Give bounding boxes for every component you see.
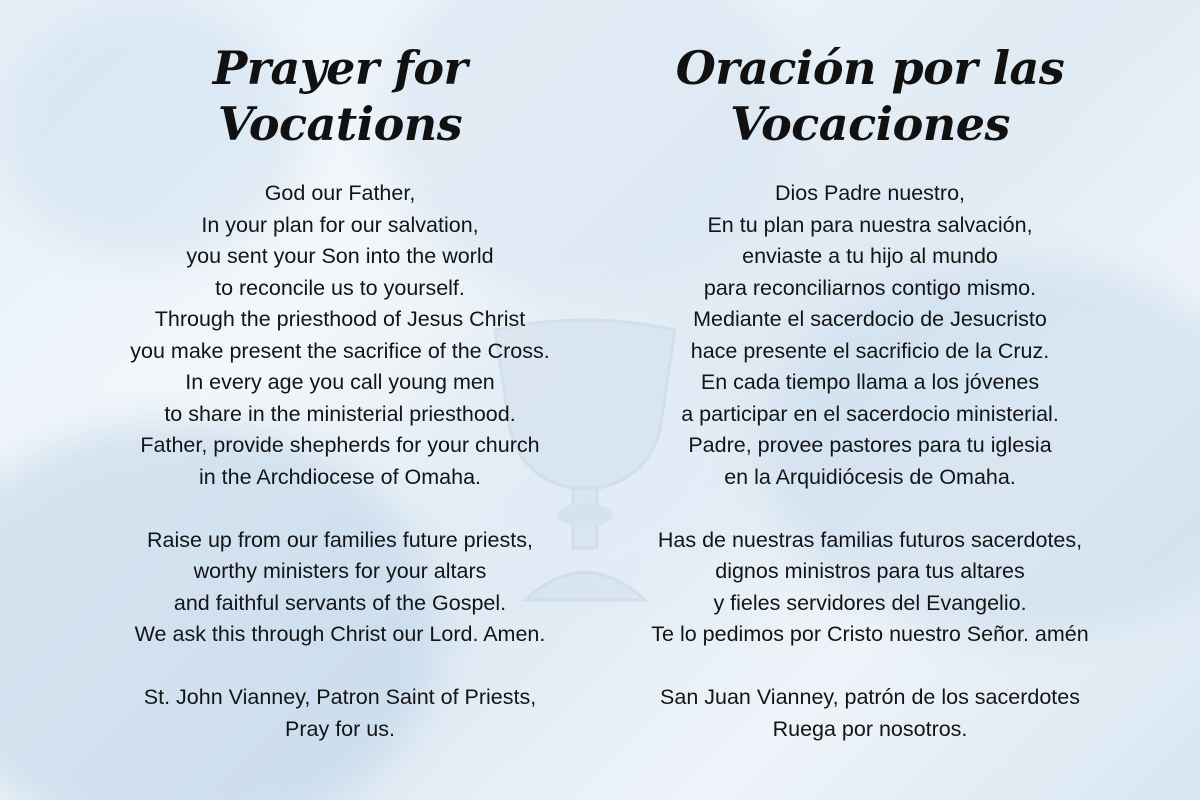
stanza-gap (590, 651, 1150, 683)
prayer-line: to share in the ministerial priesthood. (164, 401, 516, 426)
english-title (60, 40, 620, 152)
english-title-line: Vocations (217, 97, 463, 151)
prayer-line: worthy ministers for your altars (193, 559, 487, 583)
prayer-line: Father, provide shepherds for your church (140, 433, 540, 457)
prayer-line: En tu plan para nuestra salvación, (707, 212, 1033, 237)
prayer-line: dignos ministros para tus altares (715, 559, 1025, 583)
prayer-line: y fieles servidores del Evangelio. (713, 590, 1027, 615)
spanish-title-line: Oración por las (675, 41, 1065, 95)
stanza-gap (590, 493, 1150, 525)
prayer-line: Te lo pedimos por Cristo nuestro Señor. amén (651, 622, 1089, 646)
prayer-line: para reconciliarnos contigo mismo. (703, 275, 1037, 300)
prayer-line: We ask this through Christ our Lord. Amen. (134, 622, 546, 646)
prayer-line: you make present the sacrifice of the Cross. (130, 338, 550, 363)
prayer-line: Raise up from our families future priests, (147, 527, 533, 552)
spanish-title (590, 40, 1150, 152)
english-prayer (60, 40, 620, 745)
prayer-line: God our Father, (264, 181, 416, 205)
prayer-line: Ruega por nosotros. (772, 716, 968, 741)
prayer-line: Pray for us. (285, 716, 395, 741)
prayer-line: St. John Vianney, Patron Saint of Priests, (143, 685, 537, 709)
prayer-line: you sent your Son into the world (186, 244, 494, 268)
spanish-prayer (590, 40, 1150, 745)
prayer-line: Dios Padre nuestro, (774, 181, 965, 205)
prayer-line: In your plan for our salvation, (201, 212, 479, 237)
prayer-line: Through the priesthood of Jesus Christ (154, 307, 526, 331)
prayer-line: San Juan Vianney, patrón de los sacerdotes (660, 685, 1080, 709)
prayer-line: en la Arquidiócesis de Omaha. (724, 464, 1016, 489)
prayer-line: in the Archdiocese of Omaha. (198, 464, 482, 489)
prayer-line: In every age you call young men (185, 370, 495, 394)
spanish-title-line: Vocaciones (730, 97, 1010, 151)
prayer-line: Mediante el sacerdocio de Jesucristo (693, 307, 1047, 331)
spanish-body (590, 178, 1150, 745)
prayer-line: and faithful servants of the Gospel. (173, 590, 507, 615)
prayer-line: to reconcile us to yourself. (215, 275, 465, 300)
prayer-line: enviaste a tu hijo al mundo (742, 244, 998, 268)
prayer-line: Padre, provee pastores para tu iglesia (688, 433, 1052, 457)
prayer-line: En cada tiempo llama a los jóvenes (700, 370, 1040, 394)
stanza-gap (60, 651, 620, 683)
prayer-line: Has de nuestras familias futuros sacerdotes, (657, 527, 1083, 552)
english-title-line: Prayer for (212, 41, 468, 95)
english-body (60, 178, 620, 745)
prayer-line: a participar en el sacerdocio ministerial. (681, 401, 1059, 426)
stanza-gap (60, 493, 620, 525)
prayer-line: hace presente el sacrificio de la Cruz. (690, 338, 1050, 363)
